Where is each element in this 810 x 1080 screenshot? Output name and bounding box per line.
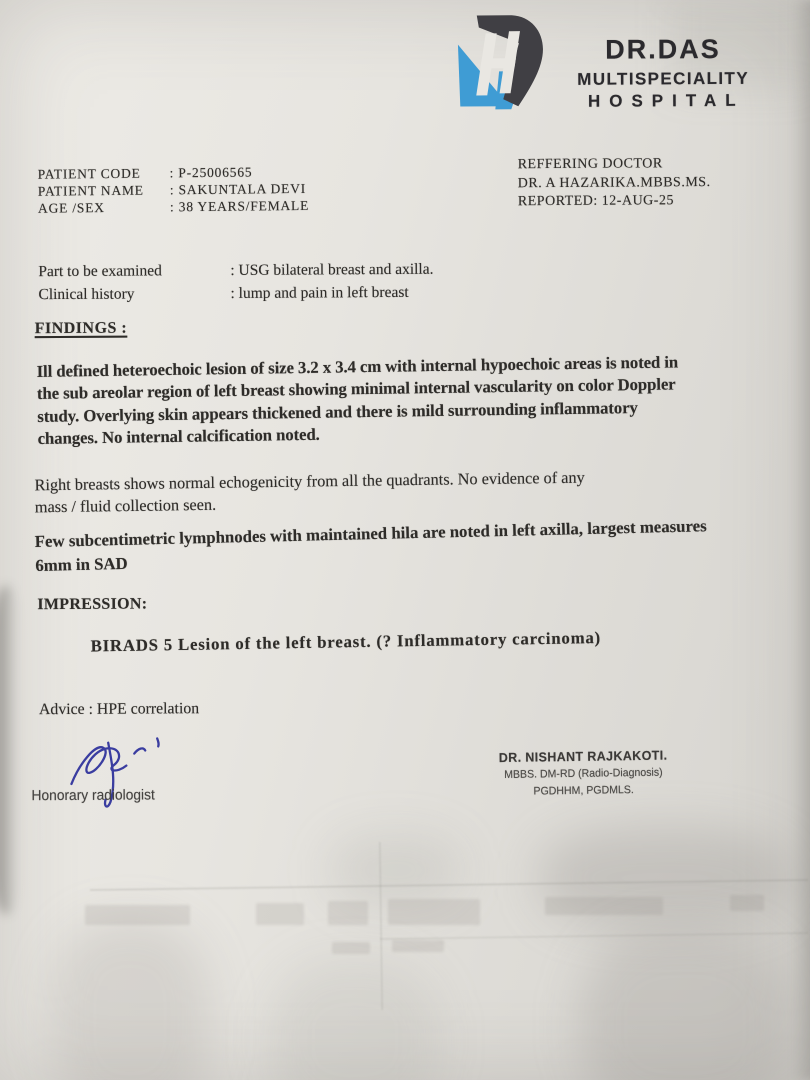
patient-row-label: PATIENT NAME <box>37 182 144 199</box>
hospital-subtitle: HOSPITAL <box>587 90 745 111</box>
hospital-logo-icon <box>451 13 546 114</box>
exam-row <box>38 281 433 306</box>
patient-row-value: : SAKUNTALA DEVI <box>169 180 307 198</box>
hospital-subtitle: MULTISPECIALITY <box>577 68 750 89</box>
left-signatory-title: Honorary radiologist <box>31 787 155 805</box>
radiologist-qualification: PGDHHM, PGDMLS. <box>533 783 634 798</box>
exam-row-value: : lump and pain in left breast <box>230 283 409 302</box>
radiologist-qualification: MBBS. DM-RD (Radio-Diagnosis) <box>504 766 663 781</box>
findings-paragraph-3 <box>35 514 708 577</box>
findings-line: 6mm in SAD <box>35 553 128 575</box>
referral-details <box>518 155 711 212</box>
impression-heading: IMPRESSION: <box>37 595 148 614</box>
exam-row-label: Part to be examined <box>38 262 162 281</box>
findings-line: Ill defined heteroechoic lesion of size 3.2 x 3.4 cm with internal hypoechoic areas is noted in <box>36 352 679 381</box>
reported-date: REPORTED: 12-AUG-25 <box>517 193 674 210</box>
hospital-name-block <box>551 34 775 113</box>
findings-line: Few subcentimetric lymphnodes with maintained hila are noted in left axilla, largest measures <box>34 516 707 552</box>
patient-row-label: PATIENT CODE <box>37 165 141 182</box>
exam-row <box>38 259 433 284</box>
patient-row-label: AGE /SEX <box>37 200 105 216</box>
patient-row <box>38 197 309 217</box>
referral-heading: REFFERING DOCTOR <box>517 156 663 173</box>
findings-line: the sub areolar region of left breast showing minimal internal vascularity on color Doppler <box>36 374 676 404</box>
findings-line: Right breasts shows normal echogenicity from all the quadrants. No evidence of any <box>34 467 585 495</box>
referring-doctor: DR. A HAZARIKA.MBBS.MS. <box>517 174 711 191</box>
findings-heading: FINDINGS : <box>34 319 128 338</box>
findings-line: study. Overlying skin appears thickened and there is mild surrounding inflammatory <box>37 397 638 426</box>
right-signatory-block <box>481 746 686 800</box>
hospital-name: DR.DAS <box>605 33 721 65</box>
patient-row-value: : 38 YEARS/FEMALE <box>169 197 310 215</box>
advice-line: Advice : HPE correlation <box>38 700 200 719</box>
findings-line: changes. No internal calcification noted. <box>37 424 320 448</box>
impression-text: BIRADS 5 Lesion of the left breast. (? Inflammatory carcinoma) <box>90 628 602 656</box>
patient-details <box>38 163 310 217</box>
findings-line: mass / fluid collection seen. <box>34 494 217 516</box>
exam-details <box>38 259 433 306</box>
findings-paragraph-2 <box>34 467 585 518</box>
exam-row-label: Clinical history <box>38 285 135 303</box>
patient-row-value: : P-25006565 <box>169 164 253 181</box>
findings-paragraph-1 <box>36 351 679 450</box>
radiologist-name: DR. NISHANT RAJKAKOTI. <box>498 747 668 766</box>
exam-row-value: : USG bilateral breast and axilla. <box>230 260 434 279</box>
